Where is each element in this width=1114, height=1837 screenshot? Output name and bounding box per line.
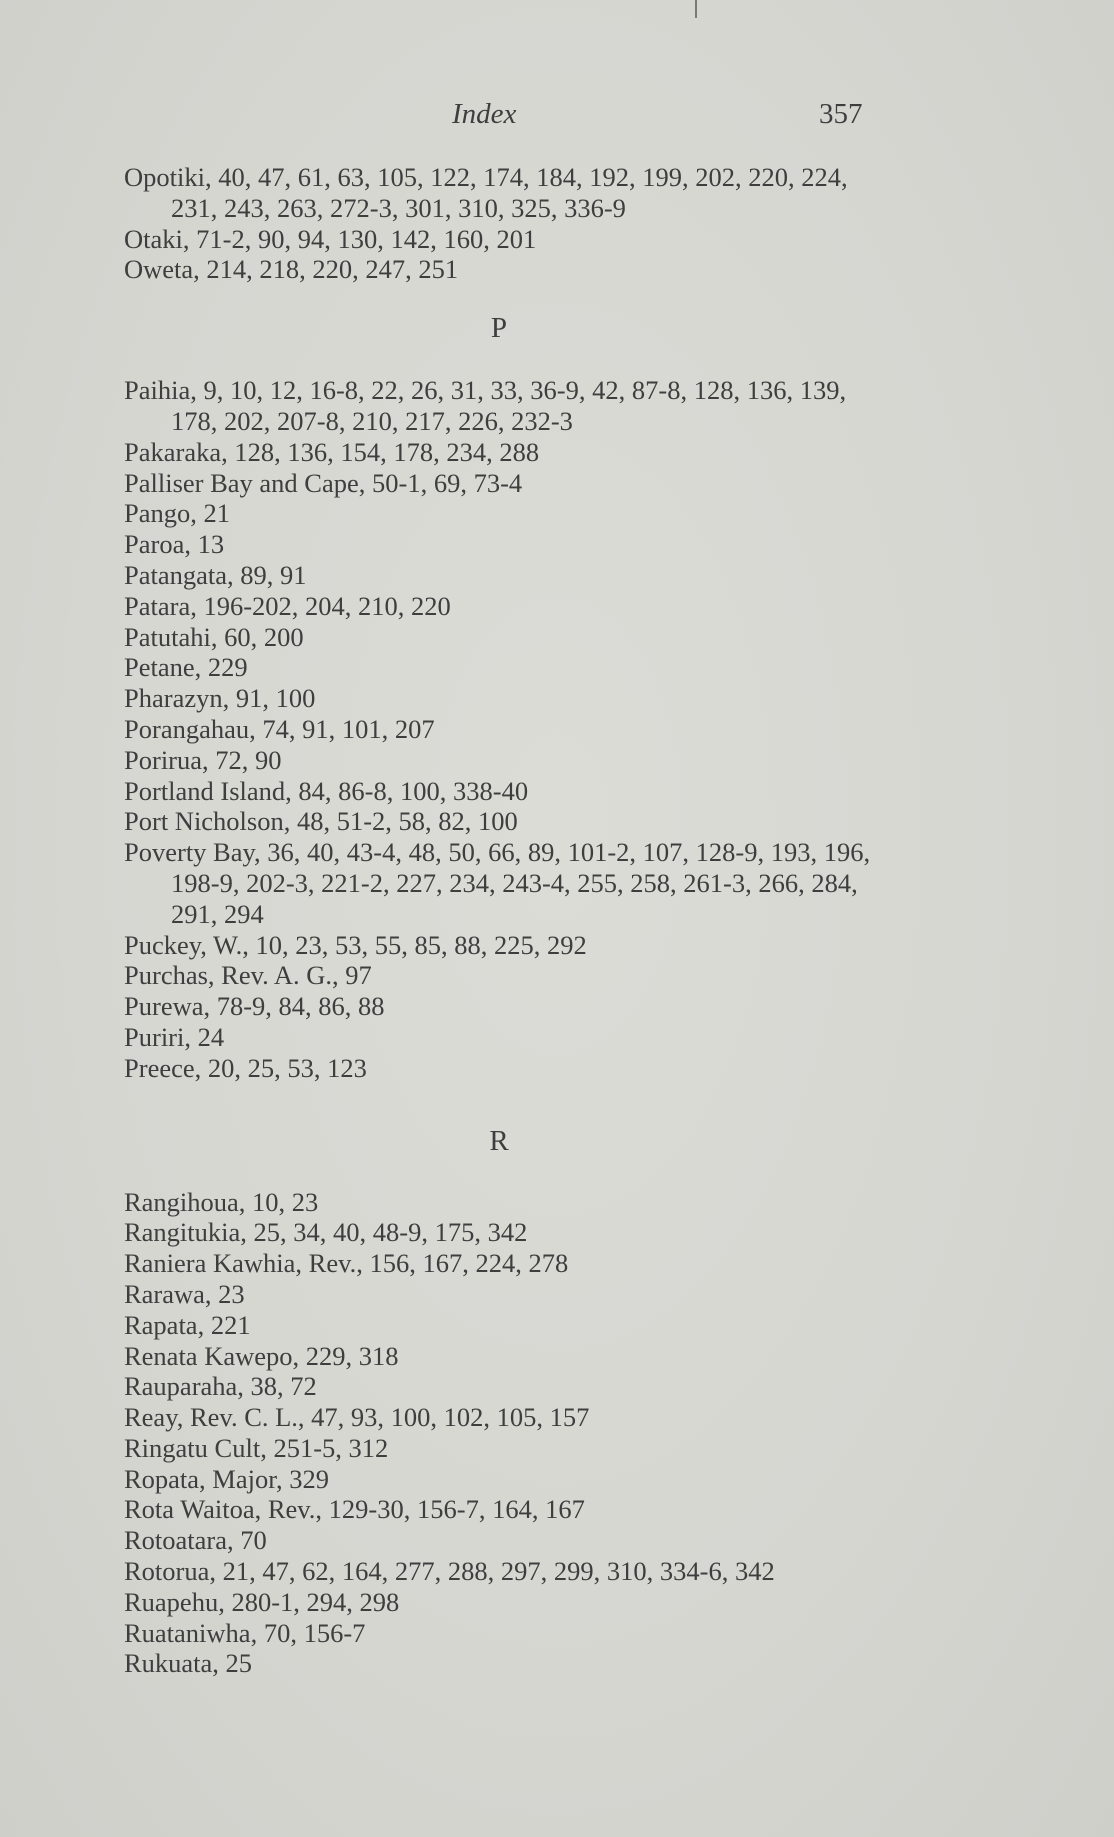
index-entry: Purewa, 78-9, 84, 86, 88 [124, 991, 385, 1022]
index-entry: Paihia, 9, 10, 12, 16-8, 22, 26, 31, 33, 36-9, 42, 87-8, 128, 136, 139, 178, 202, 207-8, 210, 217, 226, 232-3 [124, 375, 847, 436]
index-entry: Oweta, 214, 218, 220, 247, 251 [124, 254, 459, 285]
index-entry: Renata Kawepo, 229, 318 [124, 1340, 399, 1371]
section-heading-r: R [489, 1124, 509, 1157]
index-entry: Portland Island, 84, 86-8, 100, 338-40 [124, 775, 529, 806]
index-entry: Palliser Bay and Cape, 50-1, 69, 73-4 [124, 467, 523, 498]
index-entry: Ringatu Cult, 251-5, 312 [124, 1432, 389, 1463]
index-entry: Porangahau, 74, 91, 101, 207 [124, 713, 435, 744]
index-entry: Patara, 196-202, 204, 210, 220 [124, 590, 451, 621]
index-entry: Otaki, 71-2, 90, 94, 130, 142, 160, 201 [124, 223, 537, 254]
page-header [0, 98, 1114, 138]
index-entry: Rarawa, 23 [124, 1278, 245, 1309]
index-body [124, 162, 884, 1679]
index-entry: Preece, 20, 25, 53, 123 [124, 1052, 367, 1083]
index-entry: Purchas, Rev. A. G., 97 [124, 960, 372, 991]
index-entry: Pakaraka, 128, 136, 154, 178, 234, 288 [124, 436, 540, 467]
index-entry: Rotoatara, 70 [124, 1525, 267, 1556]
index-entry: Poverty Bay, 36, 40, 43-4, 48, 50, 66, 89, 101-2, 107, 128-9, 193, 196, 198-9, 202-3, 221-2, 227, 234, 243-4, 255, 258, 261-3, 266, 284, 291, 294 [124, 837, 871, 929]
index-entry: Paroa, 13 [124, 529, 225, 560]
page-number: 357 [819, 98, 863, 130]
index-entry: Petane, 229 [124, 652, 248, 683]
index-entry: Raniera Kawhia, Rev., 156, 167, 224, 278 [124, 1248, 569, 1279]
index-entry: Rapata, 221 [124, 1309, 251, 1340]
index-entry: Ruataniwha, 70, 156-7 [124, 1617, 366, 1648]
index-entry: Patangata, 89, 91 [124, 559, 307, 590]
section-o [124, 162, 884, 285]
section-p [124, 375, 884, 1083]
index-entry: Pharazyn, 91, 100 [124, 683, 316, 714]
index-entry: Puriri, 24 [124, 1021, 225, 1052]
ink-mark [695, 0, 697, 18]
index-entry: Opotiki, 40, 47, 61, 63, 105, 122, 174, 184, 192, 199, 202, 220, 224, 231, 243, 263, 272-3, 301, 310, 325, 336-9 [124, 162, 848, 223]
index-entry: Rota Waitoa, Rev., 129-30, 156-7, 164, 167 [124, 1494, 585, 1525]
index-entry: Rangitukia, 25, 34, 40, 48-9, 175, 342 [124, 1217, 528, 1248]
index-entry: Pango, 21 [124, 498, 230, 529]
index-entry: Rangihoua, 10, 23 [124, 1186, 319, 1217]
index-entry: Port Nicholson, 48, 51-2, 58, 82, 100 [124, 806, 518, 837]
index-entry: Rotorua, 21, 47, 62, 164, 277, 288, 297, 299, 310, 334-6, 342 [124, 1556, 775, 1587]
index-entry: Ropata, Major, 329 [124, 1463, 330, 1494]
index-entry: Reay, Rev. C. L., 47, 93, 100, 102, 105, 157 [124, 1402, 590, 1433]
running-title: Index [452, 98, 517, 130]
index-entry: Rukuata, 25 [124, 1648, 253, 1679]
section-r [124, 1187, 884, 1680]
index-entry: Patutahi, 60, 200 [124, 621, 304, 652]
index-entry: Ruapehu, 280-1, 294, 298 [124, 1586, 400, 1617]
index-entry: Puckey, W., 10, 23, 53, 55, 85, 88, 225, 292 [124, 929, 587, 960]
index-entry: Rauparaha, 38, 72 [124, 1371, 317, 1402]
section-heading-p: P [490, 312, 508, 345]
index-entry: Porirua, 72, 90 [124, 744, 282, 775]
